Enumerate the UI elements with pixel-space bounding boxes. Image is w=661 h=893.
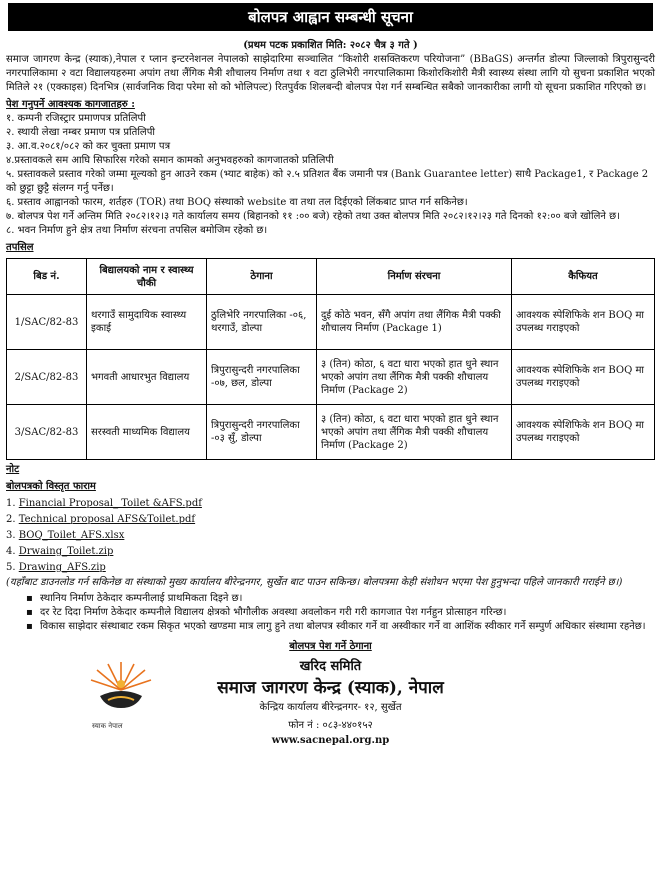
cell-structure: ३ (तिन) कोठा, ६ वटा धारा भएको हात धुने स्थान भएको अपांग तथा लैंगिक मैत्री पक्की शौचालय निर्माण (Package 2): [317, 405, 512, 460]
cell-structure: दुई कोठे भवन, सँगै अपांग तथा लैंगिक मैत्री पक्की शौचालय निर्माण (Package 1): [317, 295, 512, 350]
cell-bid-no: 2/SAC/82-83: [7, 350, 87, 405]
cell-address: त्रिपुरासुन्दरी नगरपालिका -०३ सुँ, डोल्पा: [207, 405, 317, 460]
requirement-item: ४.प्रस्तावकले सम आघि सिफारिस गरेको समान कामको अनुभवहरुको कागजातको प्रतिलिपी: [6, 155, 334, 166]
cell-structure: ३ (तिन) कोठा, ६ वटा धारा भएको हात धुने स्थान भएको अपांग तथा लैंगिक मैत्री पक्की शौचालय निर्माण (Package 2): [317, 350, 512, 405]
table-row: [7, 295, 655, 350]
header-structure: निर्माण संरचना: [317, 259, 512, 295]
financial-proposal-link[interactable]: Financial Proposal_ Toilet &AFS.pdf: [18, 498, 202, 509]
cell-school-name: सरस्वती माध्यमिक विद्यालय: [87, 405, 207, 460]
sac-logo-icon: [86, 656, 156, 726]
intro-paragraph: समाज जागरण केन्द्र (स्याक),नेपाल र प्लान इन्टरनेशनल नेपालको साझेदारिमा सञ्चालित “किशोरी शसक्तिकरण परियोजना” (BBaGS) अन्तर्गत डोल्पा जिल्लाको त्रिपुरासुन्दरी नगरपालिकामा २ वटा विद्यालयहरुमा अपांग तथा लैंगिक मैत्री शौचालय निर्माण तथा १ वटा ठुलिभेरी नगरपालिकामा किशोरकिशोरी मैत्री स्वास्थ्य संस्था लागि यो सुचना प्रकाशित भएको मितिले २१ (एक्काइस) दिनभित्र (सार्वजनिक विदा परेमा सो को भोलिपल्ट) रितपुर्वक शिलबन्दी बोलपत्र पेश गर्न सम्बन्धित सबैको जानकारीका लागी यो सूचना प्रकाशित गरिएको छ।: [6, 54, 655, 93]
list-item: [6, 512, 655, 528]
doc-number: 1.: [6, 498, 16, 509]
cell-address: त्रिपुरासुन्दरी नगरपालिका -०७, छल, डोल्पा: [207, 350, 317, 405]
boq-link[interactable]: BOQ_Toilet_AFS.xlsx: [18, 530, 125, 541]
committee-name: खरिद समिति: [299, 659, 362, 674]
requirement-item: ३. आ.व.२०८१/०८२ को कर चुक्ता प्रमाण पत्र: [6, 141, 171, 152]
forms-heading: बोलपत्रको विस्तृत फाराम: [6, 481, 96, 492]
website-link[interactable]: www.sacnepal.org.np: [271, 735, 390, 746]
table-row: [7, 350, 655, 405]
cell-remarks: आवश्यक स्पेशिफिके शन BOQ मा उपलब्ध गराइएको: [512, 405, 655, 460]
list-item: ▪ विकास साझेदार संस्थाबाट रकम सिकृत भएको खण्डमा मात्र लागु हुने तथा बोलपत्र स्वीकार गर्ने वा अस्वीकार गर्ने वा आशिंक स्वीकार गर्ने सम्पुर्ण अधिकार संस्थामा रहनेछ।: [26, 620, 655, 634]
toilet-drawing-link[interactable]: Drwaing_Toilet.zip: [18, 546, 114, 557]
list-item: [6, 528, 655, 544]
list-item: ▪ दर रेट दिदा निर्माण ठेकेदार कम्पनीले विद्यालय क्षेत्रको भौगौलीक अवस्था अवलोकन गरी गरी कागजात पेश गर्नहुन प्रोत्साहन गरिन्छ।: [26, 606, 655, 620]
schedule-heading: तपसिल: [6, 242, 34, 253]
list-item: ▪ स्थानिय निर्माण ठेकेदार कम्पनीलाई प्राथमिकता दिइने छ।: [26, 592, 655, 606]
table-header-row: [7, 259, 655, 295]
cell-bid-no: 1/SAC/82-83: [7, 295, 87, 350]
publication-date: (प्रथम पटक प्रकाशित मिति: २०८२ चैत्र ३ गते ): [243, 40, 418, 51]
cell-remarks: आवश्यक स्पेशिफिके शन BOQ मा उपलब्ध गराइएको: [512, 295, 655, 350]
organization-name: समाज जागरण केन्द्र (स्याक), नेपाल: [217, 678, 444, 698]
requirement-item: २. स्थायी लेखा नम्बर प्रमाण पत्र प्रतिलिपी: [6, 127, 155, 138]
list-item: [6, 560, 655, 576]
doc-number: 3.: [6, 530, 16, 541]
requirement-item: ६. प्रस्ताव आह्वानको फारम, शर्तहरु (TOR) तथा BOQ संस्थाको website वा तथा तल दिईएको लिंकबाट प्राप्त गर्न सकिनेछ।: [6, 197, 468, 208]
requirements-heading: पेश गनुपर्ने आवश्यक कागजातहरु :: [6, 99, 135, 110]
doc-number: 4.: [6, 546, 16, 557]
requirement-item: ७. बोलपत्र पेश गर्ने अन्तिम मिति २०८२।१२।३ गते कार्यालय समय (बिहानको ११ :०० बजे) रहेको तथा उक्त बोलपत्र मिति २०८२।१२।२३ गते दिनको १२:०० बजे खोलिने छ।: [6, 211, 620, 222]
phone-number: फोन नं : ०८३-४४०१५२: [288, 720, 373, 731]
cell-school-name: थरगाउँ सामुदायिक स्वास्थ्य इकाई: [87, 295, 207, 350]
technical-proposal-link[interactable]: Technical proposal AFS&Toilet.pdf: [18, 514, 196, 525]
list-item: [6, 496, 655, 512]
document-links-list: [6, 496, 655, 576]
list-item: [6, 544, 655, 560]
conditions-list: [6, 592, 655, 634]
tender-table: [6, 258, 655, 460]
header-school-name: बिद्यालयको नाम र स्वास्थ्य चौकी: [87, 259, 207, 295]
cell-bid-no: 3/SAC/82-83: [7, 405, 87, 460]
submission-footer: [6, 638, 655, 746]
header-bid-no: बिड नं.: [7, 259, 87, 295]
cell-school-name: भगवती आधारभुत विद्यालय: [87, 350, 207, 405]
requirement-item: १. कम्पनी रजिस्ट्रार प्रमाणपत्र प्रतिलिपी: [6, 113, 146, 124]
requirement-item: ८. भवन निर्माण हुने क्षेत्र तथा निर्माण संरचना तपसिल बमोजिम रहेको छ।: [6, 225, 268, 236]
requirement-item: ५. प्रस्तावकले प्रस्ताव गरेको जम्मा मूल्यको हुन आउने रकम (भ्याट बाहेक) को २.५ प्रतिशत बैंक जमानी पत्र (Bank Guarantee letter) साथै Package1, र Package 2 को छुट्टा छुट्टै संलग्न गर्नु पर्नेछ।: [6, 169, 649, 194]
header-address: ठेगाना: [207, 259, 317, 295]
cell-remarks: आवश्यक स्पेशिफिके शन BOQ मा उपलब्ध गराइएको: [512, 350, 655, 405]
header-remarks: कैफियत: [512, 259, 655, 295]
doc-number: 2.: [6, 514, 16, 525]
office-address: केन्द्रिय कार्यालय बीरेन्द्रनगर- १२, सुर्खेत: [259, 702, 402, 713]
requirements-list: [6, 112, 655, 238]
doc-number: 5.: [6, 562, 16, 573]
table-row: [7, 405, 655, 460]
afs-drawing-link[interactable]: Drawing_AFS.zip: [18, 562, 106, 573]
submit-address-heading: बोलपत्र पेश गर्ने ठेगाना: [289, 641, 372, 652]
logo-caption: स्याक नेपाल: [92, 722, 123, 730]
cell-address: ठुलिभेरि नगरपालिका -०६, थरगाउँ, डोल्पा: [207, 295, 317, 350]
note-heading: नोट: [6, 464, 20, 475]
notice-title: बोलपत्र आह्वान सम्बन्धी सूचना: [8, 3, 653, 31]
download-note: (यहाँबाट डाउनलोड गर्न सकिनेछ वा संस्थाको मुख्य कार्यालय बीरेन्द्रनगर, सुर्खेत बाट पाउन सकिन्छ। बोलपत्रमा केही संशोधन भएमा पेश हुनुभन्दा पहिले जानकारी गराईने छ।): [6, 577, 623, 588]
